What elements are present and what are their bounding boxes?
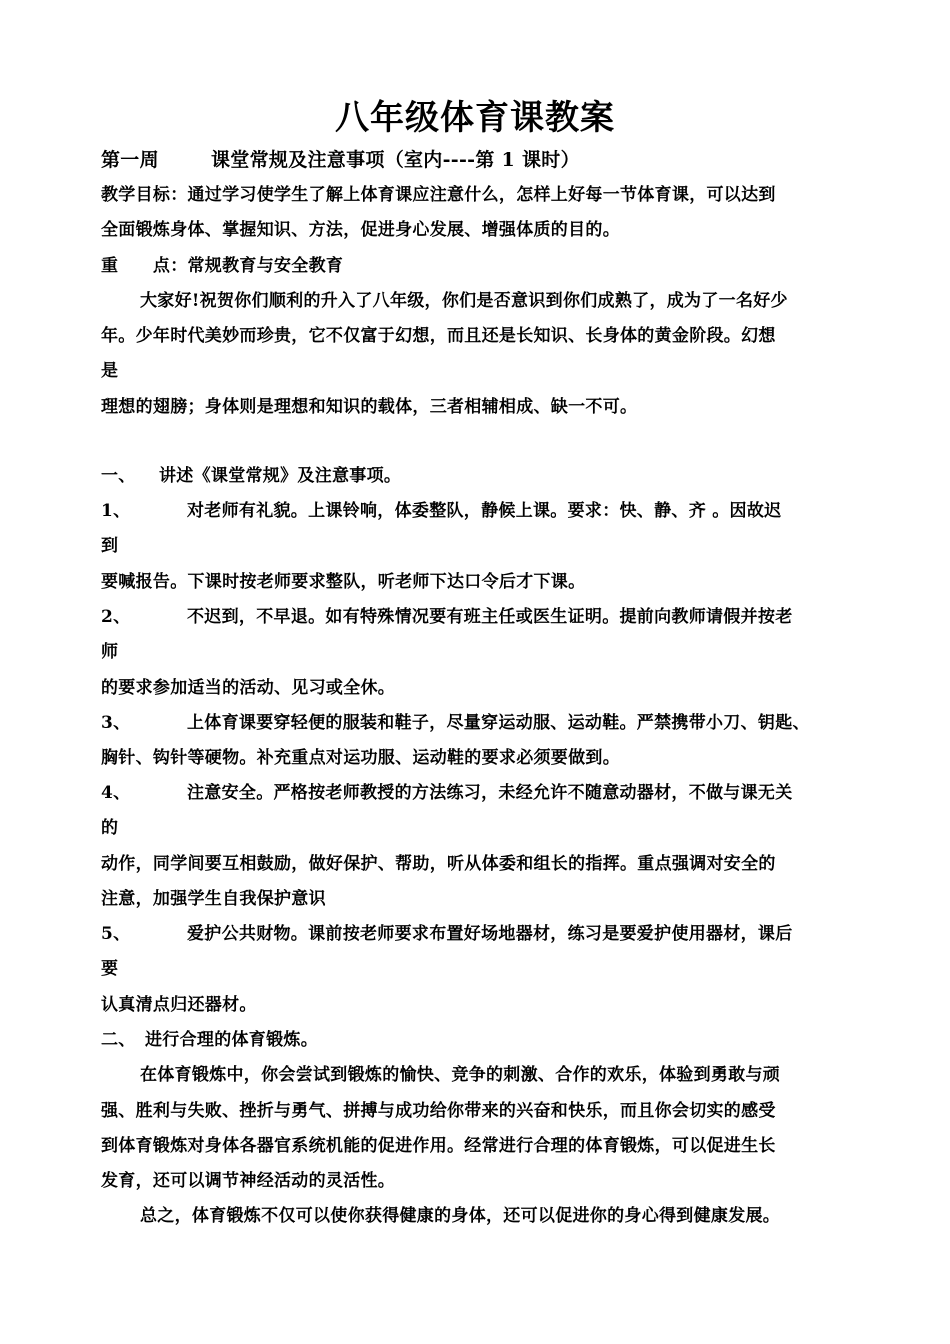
key-point-text: 常规教育与安全教育 — [187, 256, 344, 276]
section-number: 一、 — [101, 466, 136, 486]
rule-number: 3、 — [101, 713, 131, 733]
rule-item-4 — [101, 781, 793, 805]
section-number: 二、 — [101, 1030, 136, 1050]
rule-continuation: 注意，加强学生自我保护意识 — [101, 889, 326, 909]
rule-item-5 — [101, 922, 793, 946]
objective-line: 教学目标：通过学习使学生了解上体育课应注意什么，怎样上好每一节体育课，可以达到 — [101, 185, 776, 205]
week-heading — [101, 148, 580, 172]
section-title: 进行合理的体育锻炼。 — [145, 1030, 318, 1050]
intro-paragraph-line: 理想的翅膀；身体则是理想和知识的载体，三者相辅相成、缺一不可。 — [101, 397, 638, 417]
rule-item-1 — [101, 499, 781, 523]
rule-item-3 — [101, 711, 810, 735]
rule-continuation: 师 — [101, 642, 119, 662]
conclusion-paragraph: 总之，体育锻炼不仅可以使你获得健康的身体，还可以促进你的身心得到健康发展。 — [140, 1206, 781, 1226]
rule-number: 2、 — [101, 607, 131, 627]
rule-continuation: 认真清点归还器材。 — [101, 995, 257, 1015]
week-label: 第一周 — [101, 149, 159, 171]
rule-continuation: 要 — [101, 959, 119, 979]
key-point — [101, 254, 343, 278]
section-heading-1 — [101, 464, 401, 488]
rule-text: 注意安全。严格按老师教授的方法练习，未经允许不随意动器材，不做与课无关 — [187, 783, 793, 803]
rule-continuation: 的 — [101, 818, 119, 838]
rule-text: 上体育课要穿轻便的服装和鞋子，尽量穿运动服、运动鞋。严禁携带小刀、钥匙、 — [187, 713, 810, 733]
section-heading-2 — [101, 1028, 318, 1052]
rule-text: 对老师有礼貌。上课铃响，体委整队，静候上课。要求：快、静、齐 。因故迟 — [187, 501, 782, 521]
intro-paragraph-line: 大家好!祝贺你们顺利的升入了八年级，你们是否意识到你们成熟了，成为了一名好少 — [140, 291, 788, 311]
intro-paragraph-line: 是 — [101, 361, 119, 381]
rule-number: 4、 — [101, 783, 131, 803]
exercise-paragraph-line: 到体育锻炼对身体各器官系统机能的促进作用。经常进行合理的体育锻炼，可以促进生长 — [101, 1136, 776, 1156]
section-title: 讲述《课堂常规》及注意事项。 — [159, 466, 402, 486]
key-point-label: 重 点： — [101, 256, 188, 276]
exercise-paragraph-line: 强、胜利与失败、挫折与勇气、拼搏与成功给你带来的兴奋和快乐，而且你会切实的感受 — [101, 1101, 776, 1121]
rule-text: 不迟到，不早退。如有特殊情况要有班主任或医生证明。提前向教师请假并按老 — [187, 607, 793, 627]
rule-item-2 — [101, 605, 793, 629]
rule-continuation: 动作，同学间要互相鼓励，做好保护、帮助，听从体委和组长的指挥。重点强调对安全的 — [101, 854, 776, 874]
rule-text: 爱护公共财物。课前按老师要求布置好场地器材，练习是要爱护使用器材，课后 — [187, 924, 793, 944]
document-title: 八年级体育课教案 — [335, 98, 615, 138]
rule-number: 5、 — [101, 924, 131, 944]
rule-continuation: 的要求参加适当的活动、见习或全休。 — [101, 678, 396, 698]
rule-continuation: 胸针、钩针等硬物。补充重点对运功服、运动鞋的要求必须要做到。 — [101, 748, 620, 768]
rule-number: 1、 — [101, 501, 131, 521]
objective-line: 全面锻炼身体、掌握知识、方法，促进身心发展、增强体质的目的。 — [101, 220, 620, 240]
exercise-paragraph-line: 在体育锻炼中，你会尝试到锻炼的愉快、竞争的刺激、合作的欢乐，体验到勇敢与顽 — [140, 1065, 781, 1085]
intro-paragraph-line: 年。少年时代美妙而珍贵，它不仅富于幻想，而且还是长知识、长身体的黄金阶段。幻想 — [101, 326, 776, 346]
week-topic: 课堂常规及注意事项（室内----第 1 课时） — [211, 149, 580, 171]
rule-continuation: 要喊报告。下课时按老师要求整队，听老师下达口令后才下课。 — [101, 572, 586, 592]
rule-continuation: 到 — [101, 536, 119, 556]
exercise-paragraph-line: 发育，还可以调节神经活动的灵活性。 — [101, 1171, 396, 1191]
